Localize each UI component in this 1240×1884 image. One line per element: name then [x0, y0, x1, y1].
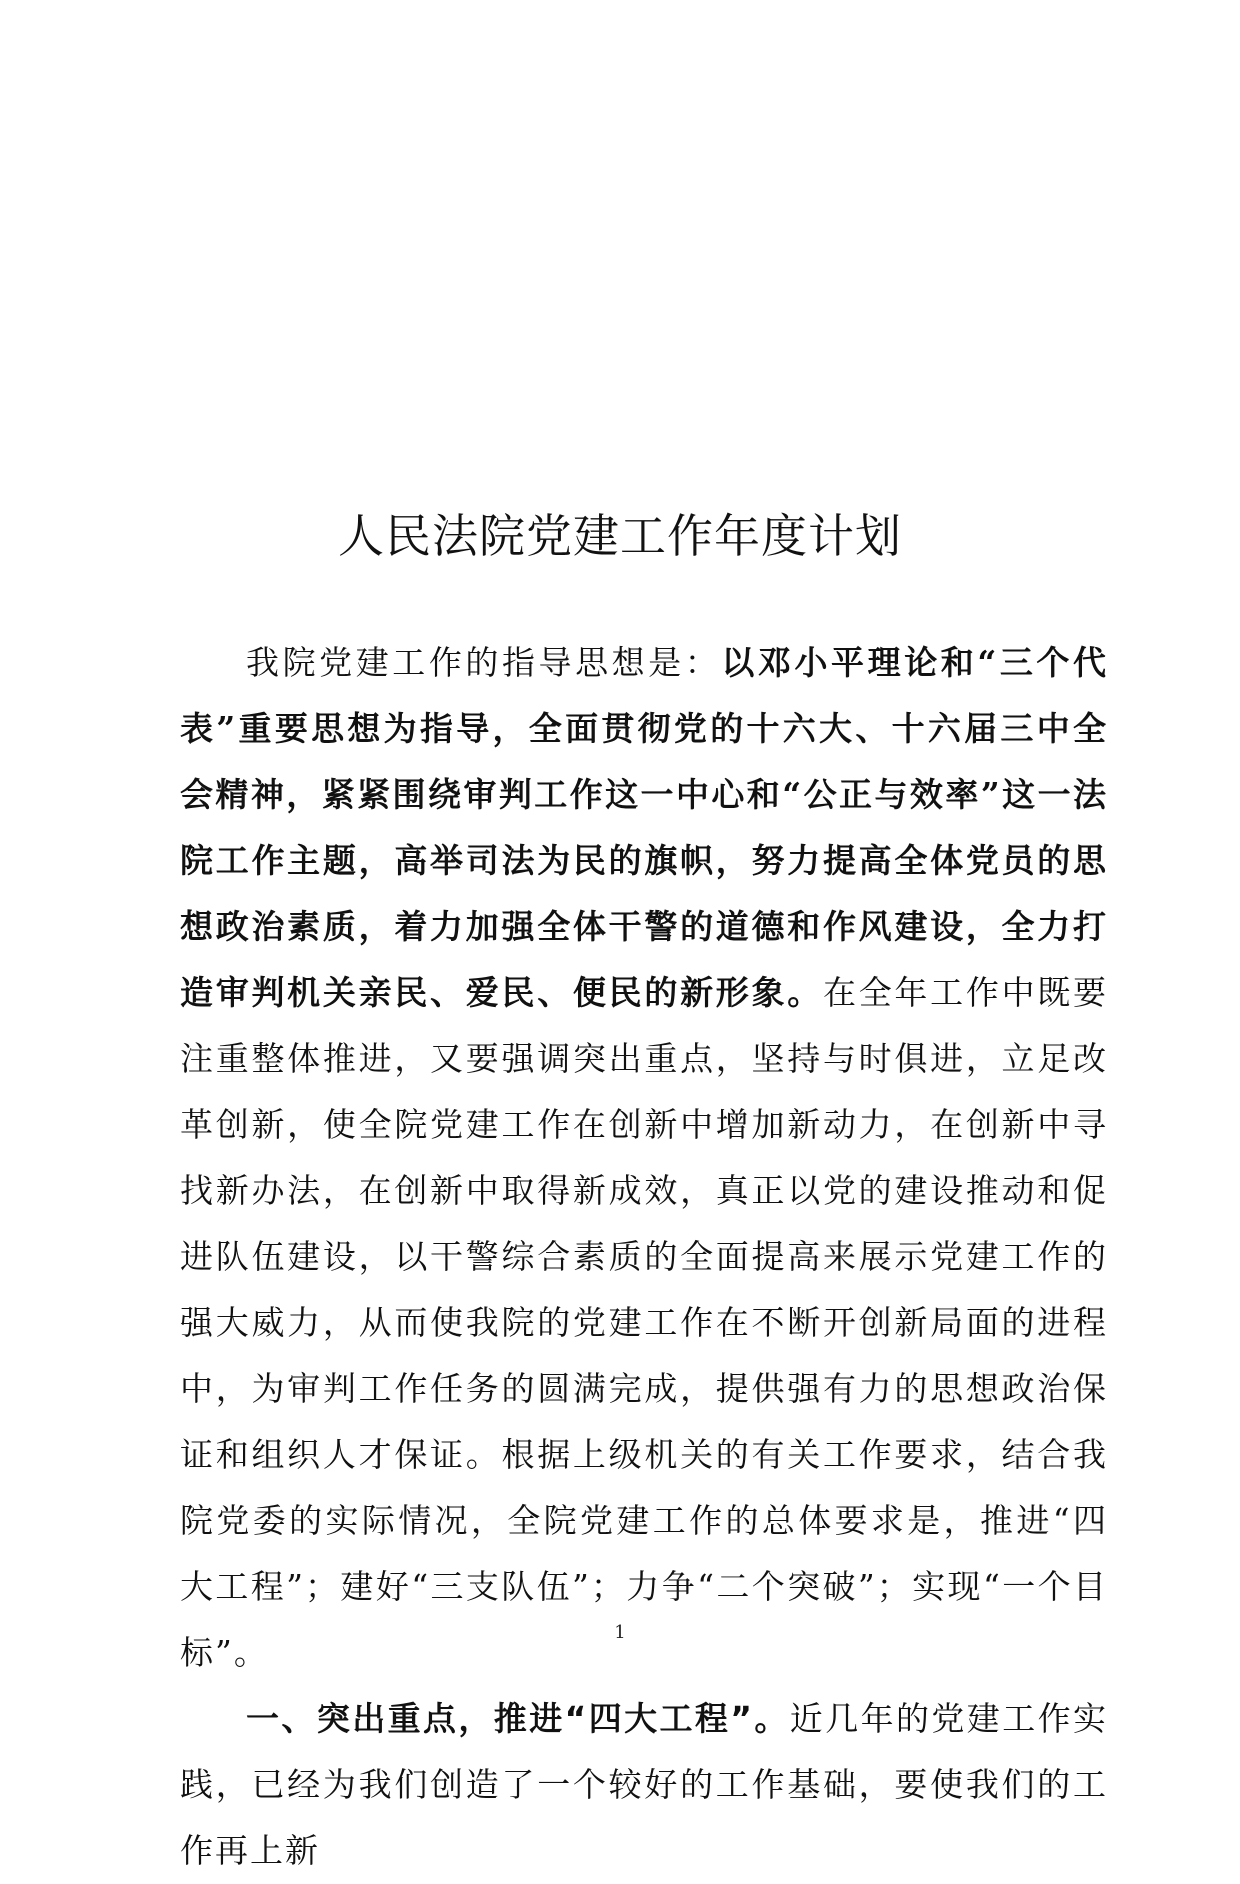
paragraph-section-one: [180, 1686, 1108, 1884]
paragraph-intro-text: 我院党建工作的指导思想是：: [246, 643, 722, 682]
paragraph-guiding-principle: [180, 630, 1108, 1686]
section-heading: 一、突出重点，推进“四大工程”。: [246, 1699, 790, 1738]
guiding-thought-bold-text: 以邓小平理论和“三个代表”重要思想为指导，全面贯彻党的十六大、十六届三中全会精神，紧紧围绕审判工作这一中心和“公正与效率”这一法院工作主题，高举司法为民的旗帜，努力提高全体党员的思想政治素质，着力加强全体干警的道德和作风建设，全力打造审判机关亲民、爱民、便民的新形象。: [180, 643, 1108, 1012]
document-title: 人民法院党建工作年度计划: [338, 509, 902, 563]
page-number: 1: [614, 1622, 626, 1643]
paragraph-body-text: 在全年工作中既要注重整体推进，又要强调突出重点，坚持与时俱进，立足改革创新，使全院党建工作在创新中增加新动力，在创新中寻找新办法，在创新中取得新成效，真正以党的建设推动和促进队伍建设，以干警综合素质的全面提高来展示党建工作的强大威力，从而使我院的党建工作在不断开创新局面的进程中，为审判工作任务的圆满完成，提供强有力的思想政治保证和组织人才保证。根据上级机关的有关工作要求，结合我院党委的实际情况，全院党建工作的总体要求是，推进“四大工程”；建好“三支队伍”；力争“二个突破”；实现“一个目标”。: [180, 973, 1109, 1672]
section-body-text: 近几年的党建工作实践，已经为我们创造了一个较好的工作基础，要使我们的工作再上新: [180, 1699, 1108, 1870]
document-body: [180, 630, 1108, 1884]
